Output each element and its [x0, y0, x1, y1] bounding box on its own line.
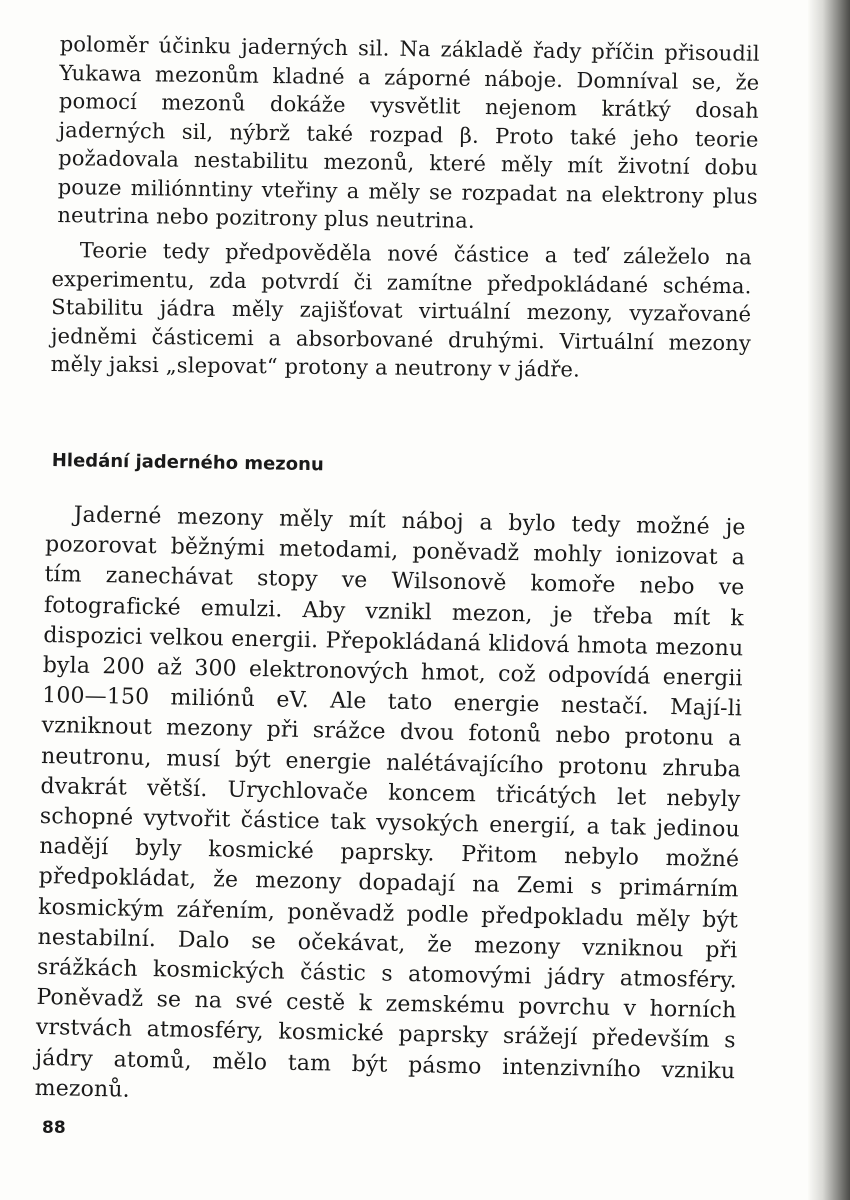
- paragraph-3: Jaderné mezony měly mít náboj a bylo tedy možné je pozorovat běžnými metodami, poněvadž mohly ionizovat a tím zanechávat stopy ve Wilsonově komoře nebo ve fotografické emulzi. Aby vznikl mezon, je třeba mít k dispozici velkou energii. Přepokládaná klidová hmota mezonu byla 200 až 300 elektronových hmot, což odpovídá energii 100—150 miliónů eV. Ale tato energie nestačí. Mají-li vzniknout mezony při srážce dvou fotonů nebo protonu a neutronu, musí být energie nalétávajícího protonu zhruba dvakrát větší. Urychlovače koncem třicátých let nebyly schopné vytvořit částice tak vysokých energií, a tak jedinou nadějí byly kosmické paprsky. Přitom nebylo možné předpokládat, že mezony dopadají na Zemi s primárním kosmickým zářením, poněvadž podle předpokladu měly být nestabilní. Dalo se očekávat, že mezony vzniknou při srážkách kosmických částic s atomovými jádry atmosféry. Poněvadž se na své cestě k zemskému povrchu v horních vrstvách atmosféry, kosmické paprsky srážejí především s jádry atomů, mělo tam být pásmo intenzivního vzniku mezonů.: [34, 502, 746, 1103]
- page-number: 88: [42, 1118, 66, 1138]
- paragraph-2: Teorie tedy předpověděla nové částice a teď záleželo na experimentu, zda potvrdí či zamítne předpokládané schéma. Stabilitu jádra měly zajišťovat virtuální mezony, vyzařované jedněmi částicemi a absorbované druhými. Virtuální mezony měly jaksi „slepovat“ protony a neutrony v jádře.: [50, 238, 752, 382]
- paragraph-1: poloměr účinku jaderných sil. Na základě řady příčin přisoudil Yukawa mezonům kladné a záporné náboje. Domníval se, že pomocí mezonů dokáže vysvětlit nejenom krátký dosah jaderných sil, nýbrž také rozpad β. Proto také jeho teorie požadovala nestabilitu mezonů, které měly mít životní dobu pouze miliónntiny vteřiny a měly se rozpadat na elektrony plus neutrina nebo pozitrony plus neutrina.: [57, 31, 760, 233]
- page-edge-shadow: [808, 0, 850, 1200]
- section-heading: Hledání jaderného mezonu: [51, 450, 324, 476]
